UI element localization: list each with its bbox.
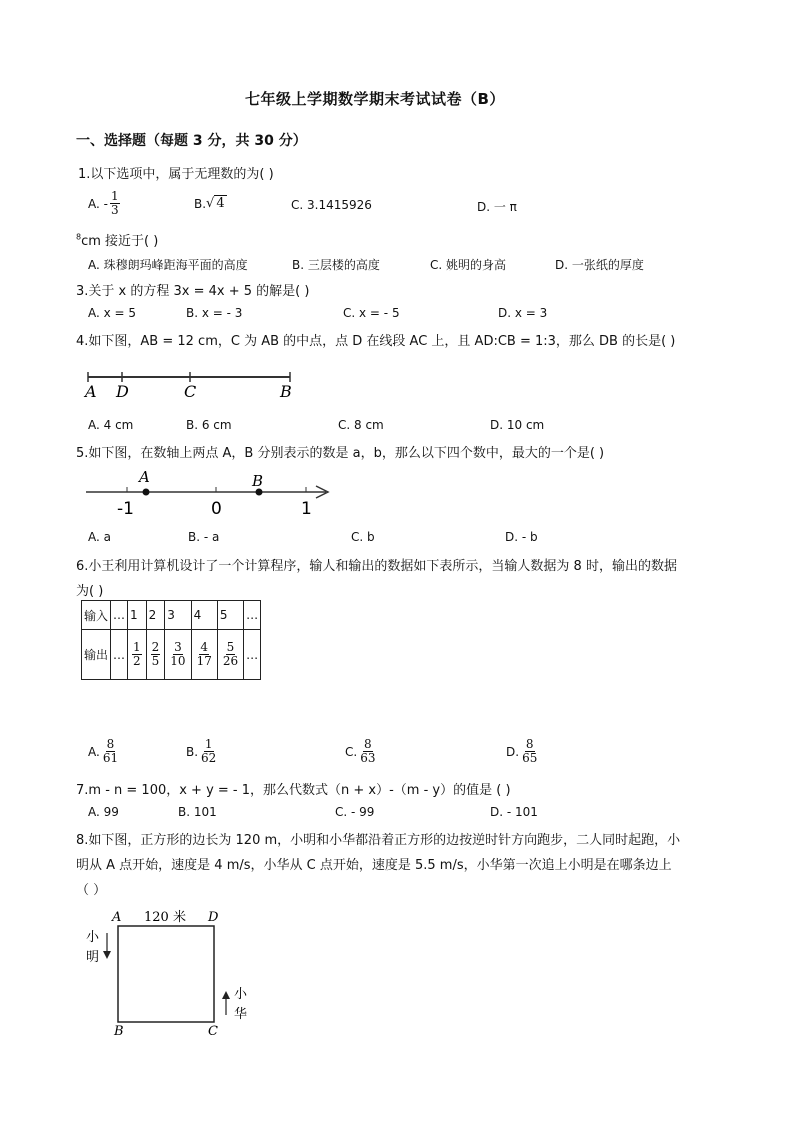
- table-cell-label: 输入: [82, 601, 111, 630]
- table-cell: …: [111, 630, 128, 680]
- down-arrow-head-icon: [103, 951, 111, 959]
- fraction: $\frac{1}{3}$: [110, 189, 119, 217]
- runner-xiaoming-label-1: 小: [86, 930, 100, 945]
- question-3-stem: 3.关于 x 的方程 3x = 4x + 5 的解是( ): [76, 284, 310, 299]
- number-line-figure: [82, 468, 334, 520]
- q5-option-d: D. - b: [505, 530, 538, 544]
- q4-option-d: D. 10 cm: [490, 418, 545, 432]
- q6-option-c: C. $\frac{8}{63}$: [345, 737, 376, 765]
- fraction: $\frac{4}{17}$: [196, 640, 212, 668]
- table-cell: [165, 630, 191, 680]
- table-cell: 2: [146, 601, 165, 630]
- corner-label-d: D: [208, 910, 219, 925]
- up-arrow-head-icon: [222, 991, 230, 999]
- point-label-a: A: [139, 468, 150, 486]
- fraction: $\frac{2}{5}$: [151, 640, 160, 668]
- square: [118, 926, 214, 1022]
- table-cell: [146, 630, 165, 680]
- table-row-input: [82, 601, 261, 630]
- question-7-stem: 7.m - n = 100，x + y = - 1，那么代数式（n + x）-（m - y）的值是 ( ): [76, 783, 511, 798]
- q1-option-b: B. √ 4: [194, 196, 225, 211]
- fraction: $\frac{5}{26}$: [222, 640, 239, 668]
- question-6-stem-line1: 6.小王利用计算机设计了一个计算程序，输人和输出的数据如下表所示，当输人数据为 8 时，输出的数据: [76, 559, 677, 574]
- point-label-a: A: [85, 382, 97, 401]
- fraction: $\frac{1}{62}$: [201, 737, 217, 765]
- fraction: $\frac{8}{61}$: [102, 737, 119, 765]
- question-1-stem: 1.以下选项中，属于无理数的为( ): [78, 167, 274, 182]
- table-cell: …: [244, 630, 261, 680]
- table-cell: …: [111, 601, 128, 630]
- point-label-b: B: [280, 382, 292, 401]
- q6-option-b: B. $\frac{1}{62}$: [186, 737, 217, 765]
- runner-xiaohua-label-1: 小: [234, 987, 248, 1002]
- question-8-stem-line2: 明从 A 点开始，速度是 4 m/s，小华从 C 点开始，速度是 5.5 m/s，小华第一次追上小明是在哪条边上: [76, 858, 672, 873]
- question-5-stem: 5.如下图，在数轴上两点 A，B 分别表示的数是 a，b，那么以下四个数中，最大的一个是( ): [76, 446, 605, 461]
- table-cell: [191, 630, 217, 680]
- q5-option-c: C. b: [351, 530, 375, 544]
- q7-option-b: B. 101: [178, 805, 217, 819]
- square-track-figure: [80, 905, 260, 1040]
- question-6-stem-line2: 为( ): [76, 584, 104, 599]
- tick-label-zero: 0: [211, 499, 222, 519]
- table-cell-label: 输出: [82, 630, 111, 680]
- q6-option-d: D. $\frac{8}{65}$: [506, 737, 538, 765]
- corner-label-c: C: [208, 1024, 218, 1039]
- fraction: $\frac{3}{10}$: [170, 640, 186, 668]
- q4-option-a: A. 4 cm: [88, 418, 134, 432]
- q6-option-a: A. $\frac{8}{61}$: [88, 737, 119, 765]
- q4-option-b: B. 6 cm: [186, 418, 232, 432]
- q3-option-b: B. x = - 3: [186, 306, 243, 320]
- q7-option-c: C. - 99: [335, 805, 375, 819]
- table-cell: …: [244, 601, 261, 630]
- segment-figure: [80, 362, 310, 404]
- q3-option-d: D. x = 3: [498, 306, 548, 320]
- section-heading: 一、选择题（每题 3 分，共 30 分）: [76, 133, 307, 149]
- io-table: [81, 600, 261, 680]
- point-label-d: D: [116, 382, 129, 401]
- q1-option-c: C. 3.1415926: [291, 198, 372, 212]
- q1-option-a: A. - $\frac{1}{3}$: [88, 189, 119, 217]
- runner-xiaoming-label-2: 明: [86, 950, 100, 965]
- q3-option-a: A. x = 5: [88, 306, 137, 320]
- point-a: [143, 489, 150, 496]
- fraction: $\frac{8}{65}$: [522, 737, 538, 765]
- tick-label-minus-one: -1: [117, 499, 134, 519]
- q1-option-d: D. 一 π: [477, 200, 517, 214]
- q7-option-a: A. 99: [88, 805, 119, 819]
- table-cell: [128, 630, 147, 680]
- page-title: 七年级上学期数学期末考试试卷（B）: [245, 90, 505, 108]
- q7-option-d: D. - 101: [490, 805, 538, 819]
- q2-option-b: B. 三层楼的高度: [292, 258, 380, 272]
- tick-label-one: 1: [301, 499, 312, 519]
- table-cell: 1: [128, 601, 147, 630]
- corner-label-a: A: [112, 910, 122, 925]
- fraction: $\frac{8}{63}$: [360, 737, 376, 765]
- table-cell: [217, 630, 243, 680]
- q5-option-a: A. a: [88, 530, 111, 544]
- q4-option-c: C. 8 cm: [338, 418, 384, 432]
- q2-option-c: C. 姚明的身高: [430, 258, 507, 272]
- question-2-stem: $^8$cm 接近于( ): [76, 232, 159, 249]
- question-8-stem-line3: （ ）: [76, 883, 107, 898]
- fraction: $\frac{1}{2}$: [133, 640, 141, 668]
- point-label-b: B: [252, 472, 264, 490]
- q5-option-b: B. - a: [188, 530, 220, 544]
- corner-label-b: B: [114, 1024, 124, 1039]
- q3-option-c: C. x = - 5: [343, 306, 400, 320]
- point-label-c: C: [184, 382, 197, 401]
- table-cell: 3: [165, 601, 191, 630]
- table-cell: 5: [217, 601, 243, 630]
- q2-option-a: A. 珠穆朗玛峰距海平面的高度: [88, 258, 248, 272]
- question-4-stem: 4.如下图，AB = 12 cm，C 为 AB 的中点，点 D 在线段 AC 上，且 AD:CB = 1:3，那么 DB 的长是( ): [76, 334, 676, 349]
- table-cell: 4: [191, 601, 217, 630]
- runner-xiaohua-label-2: 华: [234, 1007, 248, 1022]
- q2-option-d: D. 一张纸的厚度: [555, 258, 644, 272]
- question-8-stem-line1: 8.如下图，正方形的边长为 120 m，小明和小华都沿着正方形的边按逆时针方向跑步，二人同时起跑，小: [76, 833, 681, 848]
- side-length-label: 120 米: [144, 910, 186, 925]
- sqrt-symbol: √ 4: [206, 196, 225, 211]
- table-row-output: [82, 630, 261, 680]
